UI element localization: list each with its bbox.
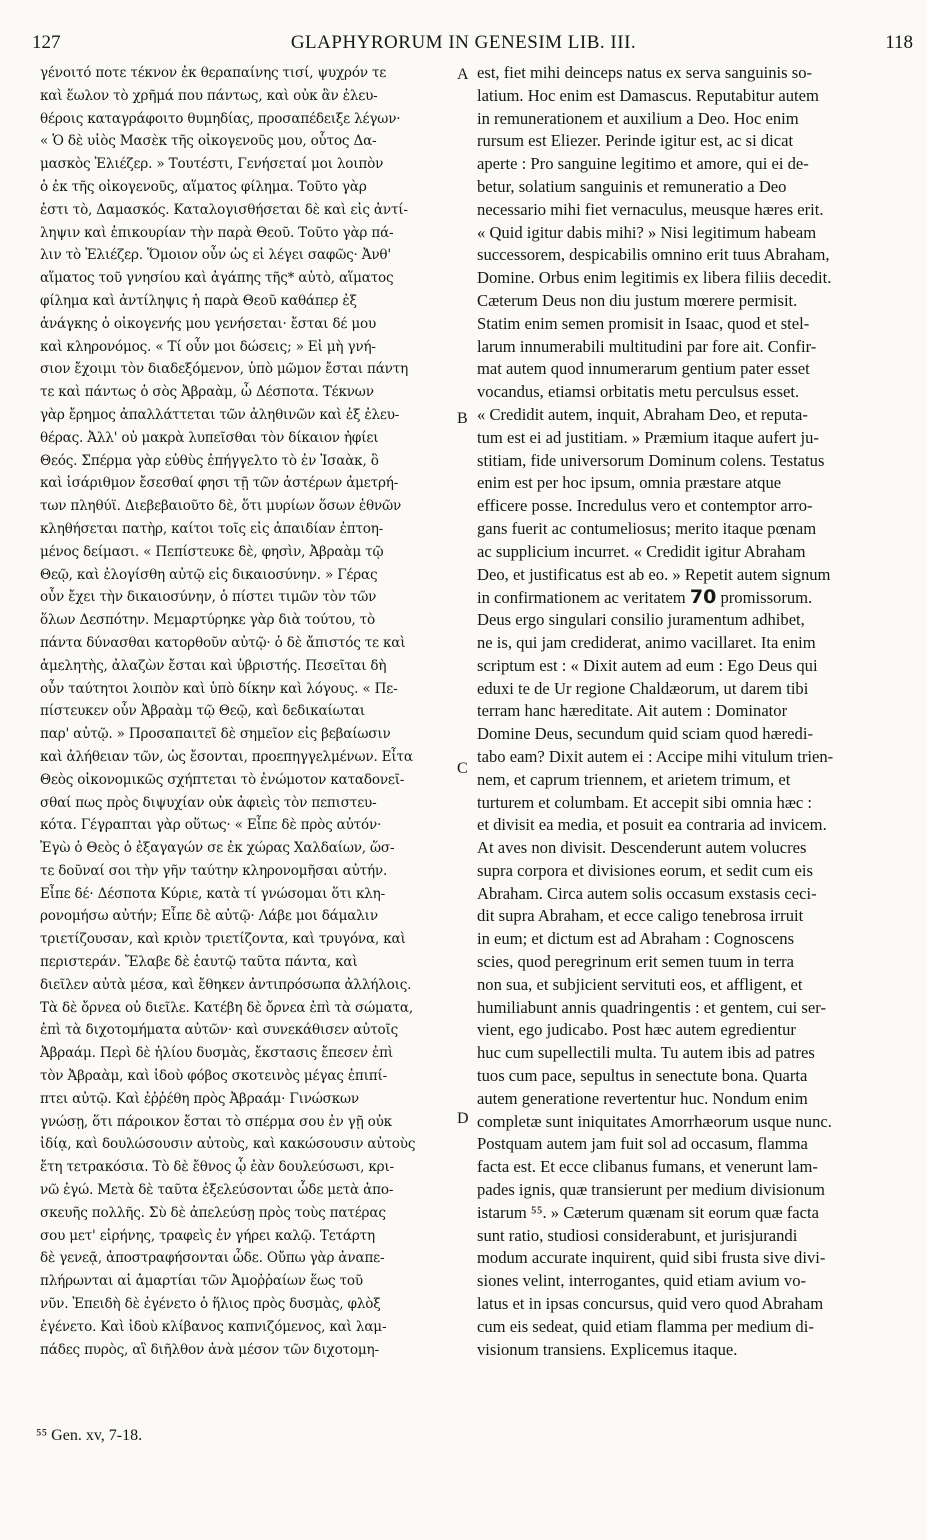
greek-text-line: πτει αὐτῷ. Καὶ ἐῤῥέθη πρὸς Ἀβραάμ· Γινώσκων [40,1090,359,1107]
latin-text-line: Cæterum Deus non diu justum mœrere permisit. [477,290,798,310]
greek-text-line: ἔτη τετρακόσια. Τὸ δὲ ἔθνος ᾧ ἐὰν δουλεύσωσι, κρι- [40,1159,394,1176]
greek-text-line: ἀνάγκης ὁ οἰκογενής μου γενήσεται· ἔσται δέ μου [40,315,377,332]
greek-text-line: κότα. Γέγραπται γὰρ οὕτως· « Εἶπε δὲ πρὸς αὐτόν· [40,817,382,834]
running-title: GLAPHYRORUM IN GENESIM LIB. III. [290,32,637,53]
latin-text-line: eduxi te de Ur regione Chaldæorum, ut darem tibi [477,678,809,698]
greek-text-line: τε δοῦναί σοι τὴν γῆν ταύτην κληρονομῆσαι αὐτήν. [40,862,388,879]
greek-text-line: γὰρ ἔρημος ἀπαλλάττεται τῶν ἀληθινῶν καὶ ἐξ ἐλευ- [40,406,400,423]
column-number: 70 [689,586,717,609]
latin-text-line: visionum transiens. Explicemus itaque. [477,1339,738,1359]
greek-text-line: ληψιν καὶ ἐπικουρίαν τὴν παρὰ Θεοῦ. Τοῦτο γὰρ πά- [40,224,394,241]
latin-text-line: in eum; et dictum est ad Abraham : Cognoscens [477,929,795,949]
greek-text-line: ὁ ἐκ τῆς οἰκογενοῦς, αἵματος φίλημα. Τοῦτο γὰρ [40,178,367,195]
latin-text-line: Statim enim semen promisit in Isaac, quod et stel- [477,313,810,333]
greek-text-line: νῦν. Ἐπειδὴ δὲ ἐγένετο ὁ ἥλιος πρὸς δυσμὰς, φλὸξ [40,1296,381,1313]
page-header [0,30,927,60]
greek-text-line: τὸν Ἀβραὰμ, καὶ ἰδοὺ φόβος σκοτεινὸς μέγας ἐπιπί- [40,1068,388,1085]
greek-text-line: τριετίζουσαν, καὶ κριὸν τριετίζοντα, καὶ τρυγόνα, καὶ [40,931,406,948]
latin-text-line: supra corpora et divisiones eorum, et sedit cum eis [477,860,813,880]
greek-text-line: καὶ ἀλήθειαν τῶν, ὡς ἔσονται, προεπηγγελμένων. Εἶτα [40,748,413,765]
greek-text-line: Θεῷ, καὶ ἐλογίσθη αὐτῷ εἰς δικαιοσύνην. » Γέρας [40,566,378,583]
greek-text-line: γνώσῃ, ὅτι πάροικον ἔσται τὸ σπέρμα σου ἐν γῇ οὐκ [40,1113,392,1130]
latin-text-line: facta est. Et ecce clibanus fumans, et venerunt lam- [477,1157,818,1177]
latin-text-line-tail: promissorum. [716,588,813,608]
greek-text-line: πλήρωνται αἱ ἁμαρτίαι τῶν Ἀμοῤῥαίων ἕως τοῦ [40,1273,363,1290]
latin-text-line: Abraham. Circa autem solis occasum exstasis ceci- [477,883,817,903]
latin-text-line: aperte : Pro sanguine legitimo et amore, qui ei de- [477,154,809,174]
greek-text-line: Ἐγὼ ὁ Θεὸς ὁ ἐξαγαγών σε ἐκ χώρας Χαλδαίων, ὥσ- [40,840,395,857]
margin-letter-c: C [457,760,468,777]
greek-text-line: νῶ ἐγώ. Μετὰ δὲ ταῦτα ἐξελεύσονται ὧδε μετὰ ἀπο- [40,1182,394,1199]
latin-text-line: vocandus, etiamsi orbitatis metu perculsus esset. [477,382,800,402]
latin-text-line: ac supplicium incurret. « Credidit igitur Abraham [477,541,806,561]
greek-text-line: Θεός. Σπέρμα γὰρ εὐθὺς ἐπήγγελτο τὸ ἐν Ἰσαὰκ, ὃ [40,452,379,469]
latin-text-line: scriptum est : « Dixit autem ad eum : Ego Deus qui [477,655,818,675]
latin-text-line: Deus ergo singulari consilio juramentum adhibet, [477,610,805,630]
latin-text-line: tuos cum pace, sepultus in senectute bona. Quarta [477,1066,808,1086]
greek-text-line: Τὰ δὲ ὄρνεα οὐ διεῖλε. Κατέβη δὲ ὄρνεα ἐπὶ τὰ σώματα, [40,999,414,1016]
latin-text-line: Domine. Orbus enim legitimis ex libera filiis decedit. [477,268,832,288]
greek-text-line: σου μετ' εἰρήνης, τραφεὶς ἐν γήρει καλῷ. Τετάρτη [40,1227,375,1244]
footnote: ⁵⁵ Gen. xv, 7-18. [36,1427,143,1444]
latin-text-line: in confirmationem ac veritatem 70 promissorum. [477,586,813,609]
latin-text-line: istarum ⁵⁵. » Cæterum quænam sit eorum quæ facta [477,1202,820,1222]
latin-text-line: nem, et caprum triennem, et arietem trimum, et [477,769,791,789]
greek-text-line: σθαί πως πρὸς διψυχίαν οὐκ ἀφιεὶς τὸν πεπιστευ- [40,794,377,811]
latin-text-line: enim est per hoc ipsum, omnia præstare atque [477,473,782,493]
greek-text-line: καὶ κληρονόμος. « Τί οὖν μοι δώσεις; » Εἰ μὴ γνή- [40,338,376,355]
greek-text-line: λιν τὸ Ἐλιέζερ. Ὅμοιον οὖν ὡς εἰ λέγει σαφῶς· Ἀνθ' [40,247,391,264]
latin-text-line: necessario mihi fiet vernaculus, meusque hæres erit. [477,199,824,219]
latin-text-line: dit supra Abraham, et ecce caligo tenebrosa irruit [477,906,804,926]
latin-text-line: pades ignis, quæ transierunt per medium divisionum [477,1180,825,1200]
greek-text-line: δὲ γενεᾷ, ἀποστραφήσονται ὧδε. Οὔπω γὰρ ἀναπε- [40,1250,385,1267]
greek-text-line: ὅλων Δεσπότην. Μεμαρτύρηκε γὰρ διὰ τούτου, τὸ [40,612,375,629]
greek-text-line: των πληθύϊ. Διεβεβαιοῦτο δὲ, ὅτι μυρίων ὅσων ἐθνῶν [40,498,402,515]
latin-text-line: stitiam, fide universorum Dominum colens. Testatus [477,450,825,470]
page-number-left: 127 [32,32,61,53]
greek-text-line: περιστεράν. Ἔλαβε δὲ ἑαυτῷ ταῦτα πάντα, καὶ [40,954,358,971]
latin-text-line: successorem, despicabilis omnino erit tuus Abraham, [477,245,830,265]
latin-text-line: gans fuerit ac contumeliosus; merito itaque pœnam [477,518,817,538]
greek-text-line: Εἶπε δέ· Δέσποτα Κύριε, κατὰ τί γνώσομαι ὅτι κλη- [40,885,385,902]
greek-text-line: γένοιτό ποτε τέκνον ἐκ θεραπαίνης τισί, ψυχρόν τε [40,65,387,81]
latin-text-line: in remunerationem et auxilium a Deo. Hoc enim [477,108,799,128]
latin-text-line: siones velint, interrogantes, quid etiam avium vo- [477,1271,807,1291]
greek-text-line: τε καὶ πάντως ὁ σὸς Ἀβραὰμ, ὦ Δέσποτα. Τέκνων [40,384,374,401]
greek-text-line: ρονομήσω αὐτήν; Εἶπε δὲ αὐτῷ· Λάβε μοι δάμαλιν [40,908,378,925]
latin-text-line: huc cum supellectili multa. Tu autem ibis ad patres [477,1043,815,1063]
latin-text-line: rursum est Eliezer. Perinde igitur est, ac si dicat [477,131,794,151]
latin-text-line: autem generatione revertentur huc. Nondum enim [477,1088,808,1108]
greek-text-line: κληθήσεται πατὴρ, καίτοι τοῖς εἰς ἀπαιδίαν ἐπτοη- [40,520,384,537]
latin-text-line: mat autem quod innumerarum gentium pater esset [477,359,810,379]
latin-text-line: non sua, et subjicient servituti eos, et affligent, et [477,974,803,994]
latin-text-line: Postquam autem jam fuit sol ad occasum, flamma [477,1134,808,1154]
latin-text-line: est, fiet mihi deinceps natus ex serva sanguinis so- [477,63,813,82]
latin-text-line: sunt ratio, studiosi considerabunt, et jurisjurandi [477,1225,798,1245]
latin-text-line: terram hanc hæreditate. Ait autem : Dominator [477,701,788,721]
greek-text-line: διεῖλεν αὐτὰ μέσα, καὶ ἔθηκεν ἀντιπρόσωπα ἀλλήλοις. [40,976,412,993]
greek-text-line: μένος δείμασι. « Πεπίστευκε δὲ, φησὶν, Ἀβραὰμ τῷ [40,543,384,560]
greek-text-line: ἐπὶ τὰ διχοτομήματα αὐτῶν· καὶ συνεκάθισεν αὐτοῖς [40,1022,399,1039]
greek-text-line: ἰδίᾳ, καὶ δουλώσουσιν αὐτοὺς, καὶ κακώσουσιν αὐτοὺς [40,1136,416,1153]
greek-text-line: σιον ἔχοιμι τὸν διαδεξόμενον, ὑπὸ μῶμον ἔσται πάντη [40,361,409,378]
greek-text-line: μασκὸς Ἐλιέζερ. » Τουτέστι, Γενήσεταί μοι λοιπὸν [40,156,384,173]
latin-text-line: completæ sunt iniquitates Amorrhæorum usque nunc. [477,1111,832,1131]
greek-text-line: οὖν ταύτητοι λοιπὸν καὶ ὑπὸ δίκην καὶ λόγους. « Πε- [40,680,398,697]
greek-text-line: ἐστι τὸ, Δαμασκός. Καταλογισθήσεται δὲ καὶ εἰς ἀντί- [40,201,408,218]
latin-text-line: cum eis sedeat, quid etiam flamma per medium di- [477,1316,814,1336]
latin-text-line: ne is, qui jam crediderat, animo vacillaret. Ita enim [477,632,816,652]
greek-text-line: ἀμελητὴς, ἀλαζὼν ἔσται καὶ ὑβριστής. Πεσεῖται δὴ [40,657,387,674]
greek-text-line: σκευῆς πολλῆς. Σὺ δὲ ἀπελεύσῃ πρὸς τοὺς πατέρας [40,1204,386,1221]
greek-text-line: καὶ ἰσάριθμον ἔσεσθαί φησι τῇ τῶν ἀστέρων ἀμετρή- [40,475,399,492]
greek-text-line: φίλημα καὶ ἀντίληψις ἡ παρὰ Θεοῦ καθάπερ ἐξ [40,292,357,309]
margin-letter-d: D [457,1110,469,1127]
latin-text-line: turturem et columbam. Et accepit sibi omnia hæc : [477,792,813,812]
greek-text-line: παρ' αὐτῷ. » Προσαπαιτεῖ δὲ σημεῖον εἰς βεβαίωσιν [40,726,391,743]
latin-text-line: « Credidit autem, inquit, Abraham Deo, et reputa- [477,404,808,424]
latin-text-line: latium. Hoc enim est Damascus. Reputabitur autem [477,85,819,105]
latin-text-line: Domine Deus, secundum quid sciam quod hæredi- [477,724,813,744]
latin-text-line: latus et in ipsas concursus, quid vero quod Abraham [477,1294,824,1314]
latin-text-line: et divisit ea media, et posuit ea contraria ad invicem. [477,815,827,835]
latin-text-line: tabo eam? Dixit autem ei : Accipe mihi vitulum trien- [477,746,834,766]
greek-text-line: πάντα δύνασθαι κατορθοῦν αὐτῷ· ὁ δὲ ἄπιστός τε καὶ [40,634,406,651]
latin-text-line: vient, ego judicabo. Post hæc autem egredientur [477,1020,796,1040]
greek-text-line: θέρας. Ἀλλ' οὐ μακρὰ λυπεῖσθαι τὸν δίκαιον ἠφίει [40,429,379,446]
latin-text-line: modum accurate inquirent, quid sibi frusta sive divi- [477,1248,826,1268]
greek-text-line: « Ὁ δὲ υἱὸς Μασὲκ τῆς οἰκογενοῦς μου, οὗτος Δα- [40,133,377,150]
greek-text-line: θέροις καταγράφοιτο θυμηδίας, προσαπέδειξε λέγων· [40,110,401,127]
latin-text-line: « Quid igitur dabis mihi? » Nisi legitimum habeam [477,222,817,242]
greek-text-line: καὶ ἕωλον τὸ χρῆμά που πάντως, καὶ οὐκ ἂν ἐλευ- [40,87,378,104]
margin-letter-a: A [457,66,469,83]
latin-text-line: Deo, et justificatus est ab eo. » Repetit autem signum [477,564,831,584]
greek-text-line: Θεὸς οἰκονομικῶς σχήπτεται τὸ ἐνώμοτον καταδονεῖ- [40,771,405,788]
page-number-right: 118 [885,32,913,53]
latin-text-column [477,62,895,1361]
latin-text-line: At aves non divisit. Descenderunt autem volucres [477,838,807,858]
greek-text-line: αἵματος τοῦ γνησίου καὶ ἀγάπης τῆς* αὐτὸ, αἵματος [40,270,394,287]
greek-text-column [40,62,458,1361]
latin-text-line: scies, quod peregrinum erit semen tuum in terra [477,952,795,972]
latin-text-line: larum innumerabili multitudini par fore ait. Confir- [477,336,817,356]
latin-text-line: efficere posse. Incredulus vero et contemptor arro- [477,496,813,516]
latin-text-line: humiliabunt annis quadringentis : et gentem, cui ser- [477,997,826,1017]
greek-text-line: πάδες πυρὸς, αἳ διῆλθον ἀνὰ μέσον τῶν διχοτομη- [40,1341,379,1358]
greek-text-line: ἐγένετο. Καὶ ἰδοὺ κλίβανος καπνιζόμενος, καὶ λαμ- [40,1318,387,1335]
latin-text-line: tum est ei ad justitiam. » Præmium itaque aufert ju- [477,427,819,447]
greek-text-line: οὖν ἔχει τὴν δικαιοσύνην, ὁ πίστει τιμῶν τὸν τῶν [40,589,377,606]
greek-text-line: πίστευκεν οὖν Ἀβραὰμ τῷ Θεῷ, καὶ δεδικαίωται [40,703,365,720]
greek-text-line: Ἀβραάμ. Περὶ δὲ ἡλίου δυσμὰς, ἔκστασις ἔπεσεν ἐπὶ [40,1045,393,1062]
latin-text-line: betur, solatium sanguinis et remuneratio a Deo [477,176,787,196]
margin-letter-b: B [457,410,468,427]
